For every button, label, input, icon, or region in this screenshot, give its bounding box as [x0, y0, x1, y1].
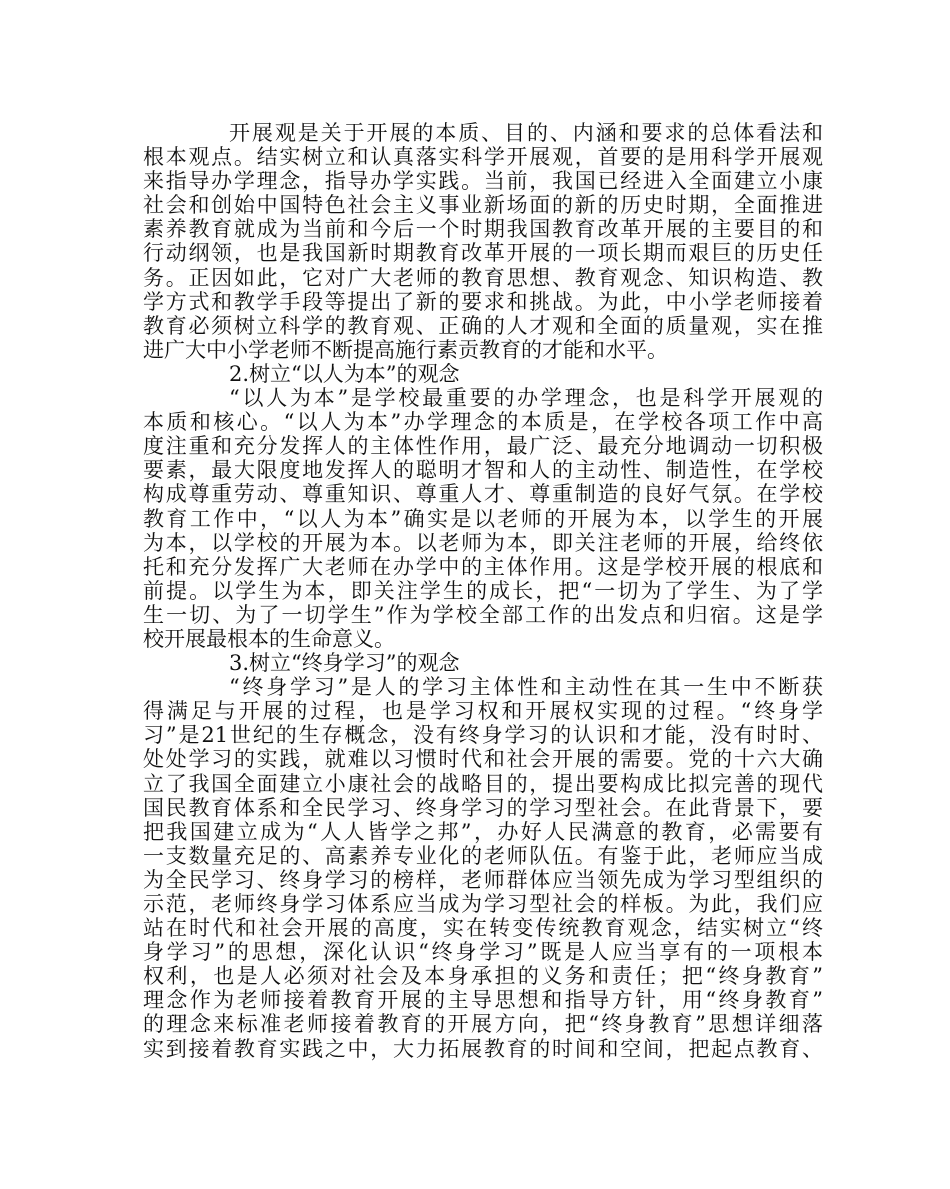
paragraph-line: 身学习”的思想，深化认识“终身学习”既是人应当享有的一项根本 [143, 940, 823, 965]
paragraph-line: 社会和创始中国特色社会主义事业新场面的新的历史时期，全面推进 [143, 193, 823, 218]
paragraph-line: 构成尊重劳动、尊重知识、尊重人才、尊重制造的良好气氛。在学校 [143, 482, 823, 507]
paragraph-line: 的理念来标准老师接着教育的开展方向，把“终身教育”思想详细落 [143, 1012, 823, 1037]
paragraph-line: 教育工作中，“以人为本”确实是以老师的开展为本，以学生的开展 [143, 506, 823, 531]
paragraph-line: 生一切、为了一切学生”作为学校全部工作的出发点和归宿。这是学 [143, 602, 823, 627]
paragraph-line: 来指导办学理念，指导办学实践。当前，我国已经进入全面建立小康 [143, 169, 823, 194]
paragraph-line: 托和充分发挥广大老师在办学中的主体作用。这是学校开展的根底和 [143, 554, 823, 579]
paragraph-line: 权利，也是人必须对社会及本身承担的义务和责任；把“终身教育” [143, 964, 823, 989]
paragraph-line: 开展观是关于开展的本质、目的、内涵和要求的总体看法和 [229, 121, 823, 145]
paragraph-line: 行动纲领，也是我国新时期教育改革开展的一项长期而艰巨的历史任 [143, 241, 823, 266]
paragraph-line: 度注重和充分发挥人的主体性作用，最广泛、最充分地调动一切积极 [143, 434, 823, 459]
paragraph-line: 进广大中小学老师不断提高施行素贡教育的才能和水平。 [143, 337, 668, 362]
paragraph-line: 学方式和教学手段等提出了新的要求和挑战。为此，中小学老师接着 [143, 289, 823, 314]
paragraph-line: 前提。以学生为本，即关注学生的成长，把“一切为了学生、为了学 [143, 578, 823, 603]
paragraph-line: 示范，老师终身学习体系应当成为学习型社会的样板。为此，我们应 [143, 892, 823, 916]
paragraph-line: “以人为本”是学校最重要的办学理念，也是科学开展观的 [229, 386, 823, 411]
paragraph-line: “终身学习”是人的学习主体性和主动性在其一生中不断获 [229, 675, 823, 700]
paragraph-line: 站在时代和社会开展的高度，实在转变传统教育观念，结实树立“终 [143, 916, 823, 941]
paragraph-line: 得满足与开展的过程，也是学习权和开展权实现的过程。“终身学 [143, 699, 823, 724]
paragraph-line: 为全民学习、终身学习的榜样，老师群体应当领先成为学习型组织的 [143, 867, 823, 892]
section-heading: 3.树立“终身学习”的观念 [229, 651, 460, 676]
paragraph-line: 一支数量充足的、高素养专业化的老师队伍。有鉴于此，老师应当成 [143, 843, 823, 868]
paragraph-line: 国民教育体系和全民学习、终身学习的学习型社会。在此背景下，要 [143, 795, 823, 820]
paragraph-line: 实到接着教育实践之中，大力拓展教育的时间和空间，把起点教育、 [143, 1036, 823, 1061]
paragraph-line: 务。正因如此，它对广大老师的教育思想、教育观念、知识构造、教 [143, 265, 823, 290]
paragraph-line: 立了我国全面建立小康社会的战略目的，提出要构成比拟完善的现代 [143, 771, 823, 796]
body-text [143, 121, 823, 1061]
paragraph-line: 校开展最根本的生命意义。 [143, 626, 395, 651]
paragraph-line: 本质和核心。“以人为本”办学理念的本质是，在学校各项工作中高 [143, 410, 823, 435]
paragraph-line: 理念作为老师接着教育开展的主导思想和指导方针，用“终身教育” [143, 988, 823, 1013]
paragraph-line: 素养教育就成为当前和今后一个时期我国教育改革开展的主要目的和 [143, 217, 823, 242]
paragraph-line: 要素，最大限度地发挥人的聪明才智和人的主动性、制造性，在学校 [143, 458, 823, 483]
paragraph-line: 根本观点。结实树立和认真落实科学开展观，首要的是用科学开展观 [143, 145, 823, 170]
paragraph-line: 为本，以学校的开展为本。以老师为本，即关注老师的开展，给终依 [143, 530, 823, 555]
paragraph-line: 把我国建立成为“人人皆学之邦”，办好人民满意的教育，必需要有 [143, 819, 823, 844]
paragraph-line: 习”是21世纪的生存概念，没有终身学习的认识和才能，没有时时、 [143, 723, 823, 748]
paragraph-line: 教育必须树立科学的教育观、正确的人才观和全面的质量观，实在推 [143, 313, 823, 338]
section-heading: 2.树立“以人为本”的观念 [229, 361, 460, 386]
paragraph-line: 处处学习的实践，就难以习惯时代和社会开展的需要。党的十六大确 [143, 747, 823, 772]
